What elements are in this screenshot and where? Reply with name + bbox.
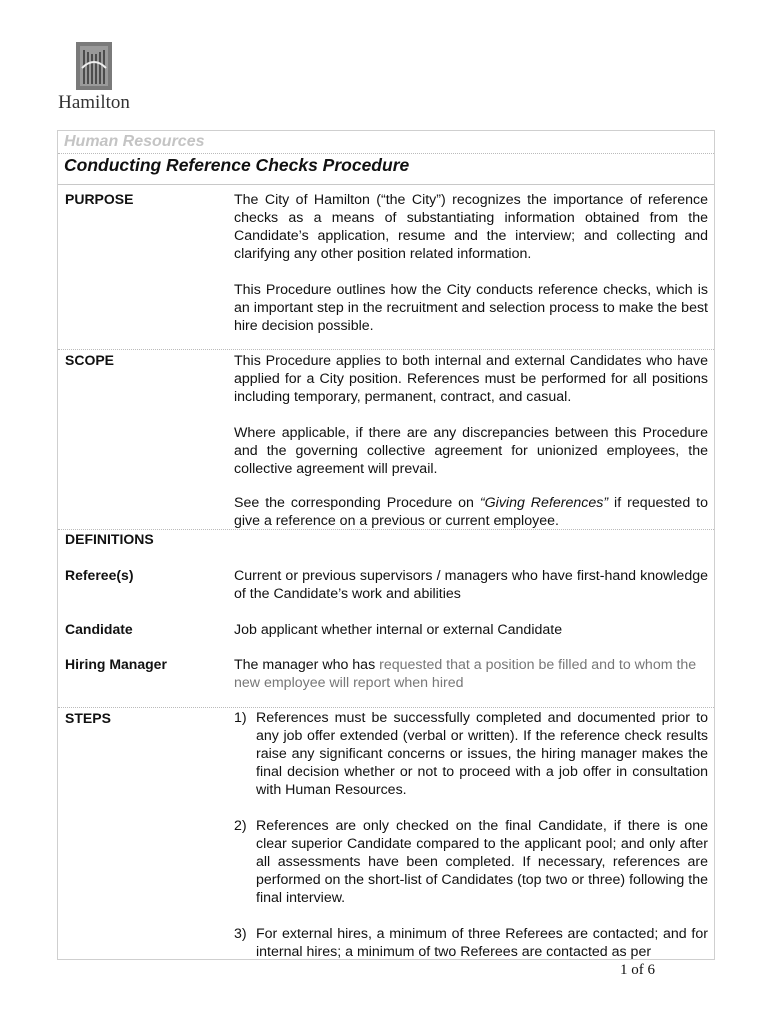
referee-term: Referee(s) (65, 567, 134, 583)
referee-definition: Current or previous supervisors / managers who have first-hand knowledge of the Candidate’s work and abilities (234, 568, 708, 602)
candidate-definition: Job applicant whether internal or external Candidate (234, 622, 563, 638)
step-number: 2) (234, 818, 247, 834)
hamilton-logo-icon (76, 42, 112, 90)
divider (58, 349, 714, 350)
step-number: 3) (234, 926, 247, 942)
scope-label: SCOPE (65, 352, 115, 368)
procedure-document (57, 130, 715, 960)
divider (58, 184, 714, 185)
divider (58, 707, 714, 708)
page-number: 1 of 6 (620, 962, 655, 978)
hiring-manager-definition (234, 656, 708, 692)
list-item (234, 709, 708, 799)
hiring-manager-def-gray: requested that a position be filled and to whom the new employee will report when hired (234, 657, 697, 691)
steps-label: STEPS (65, 710, 111, 726)
list-item (234, 925, 708, 960)
department-heading: Human Resources (64, 133, 205, 150)
hamilton-logo-text: Hamilton (58, 92, 130, 113)
hiring-manager-def-dark: The manager who has (234, 657, 380, 673)
scope-p3-after: if requested to give a reference on a previous or current employee. (234, 495, 708, 529)
definitions-label: DEFINITIONS (65, 531, 154, 547)
purpose-label: PURPOSE (65, 191, 134, 207)
hamilton-logo (44, 42, 144, 120)
step-text: For external hires, a minimum of three Referees are contacted; and for internal hires; a minimum of two Referees are contacted as per (256, 926, 708, 960)
page-title: Conducting Reference Checks Procedure (64, 155, 410, 175)
purpose-paragraph-2: This Procedure outlines how the City conducts reference checks, which is an important step in the recruitment and selection process to make the best hire decision possible. (234, 282, 708, 334)
divider (58, 153, 714, 154)
step-text: References are only checked on the final Candidate, if there is one clear superior Candidate compared to the applicant pool; and only after all assessments have been completed. If necessary, references are performed on the short-list of Candidates (top two or three) following the final interview. (256, 818, 708, 906)
giving-references-title: “Giving References” (479, 495, 609, 511)
divider (58, 529, 714, 530)
scope-paragraph-2: Where applicable, if there are any discrepancies between this Procedure and the governing collective agreement for unionized employees, the collective agreement will prevail. (234, 425, 708, 477)
steps-list (234, 709, 708, 960)
scope-paragraph-1: This Procedure applies to both internal and external Candidates who have applied for a City position. References must be performed for all positions including temporary, permanent, contract, and casual. (234, 353, 708, 405)
scope-paragraph-3 (234, 494, 708, 530)
candidate-term: Candidate (65, 621, 133, 637)
purpose-paragraph-1: The City of Hamilton (“the City”) recognizes the importance of reference checks as a means of substantiating information obtained from the Candidate’s application, resume and the interview; and collecting and clarifying any other position related information. (234, 192, 708, 262)
step-text: References must be successfully completed and documented prior to any job offer extended (verbal or written). If the reference check results raise any significant concerns or issues, the hiring manager makes the final decision whether or not to proceed with a job offer in consultation with Human Resources. (256, 710, 708, 798)
list-item (234, 817, 708, 907)
step-number: 1) (234, 710, 247, 726)
scope-p3-before: See the corresponding Procedure on (234, 495, 480, 511)
hiring-manager-term: Hiring Manager (65, 656, 167, 672)
